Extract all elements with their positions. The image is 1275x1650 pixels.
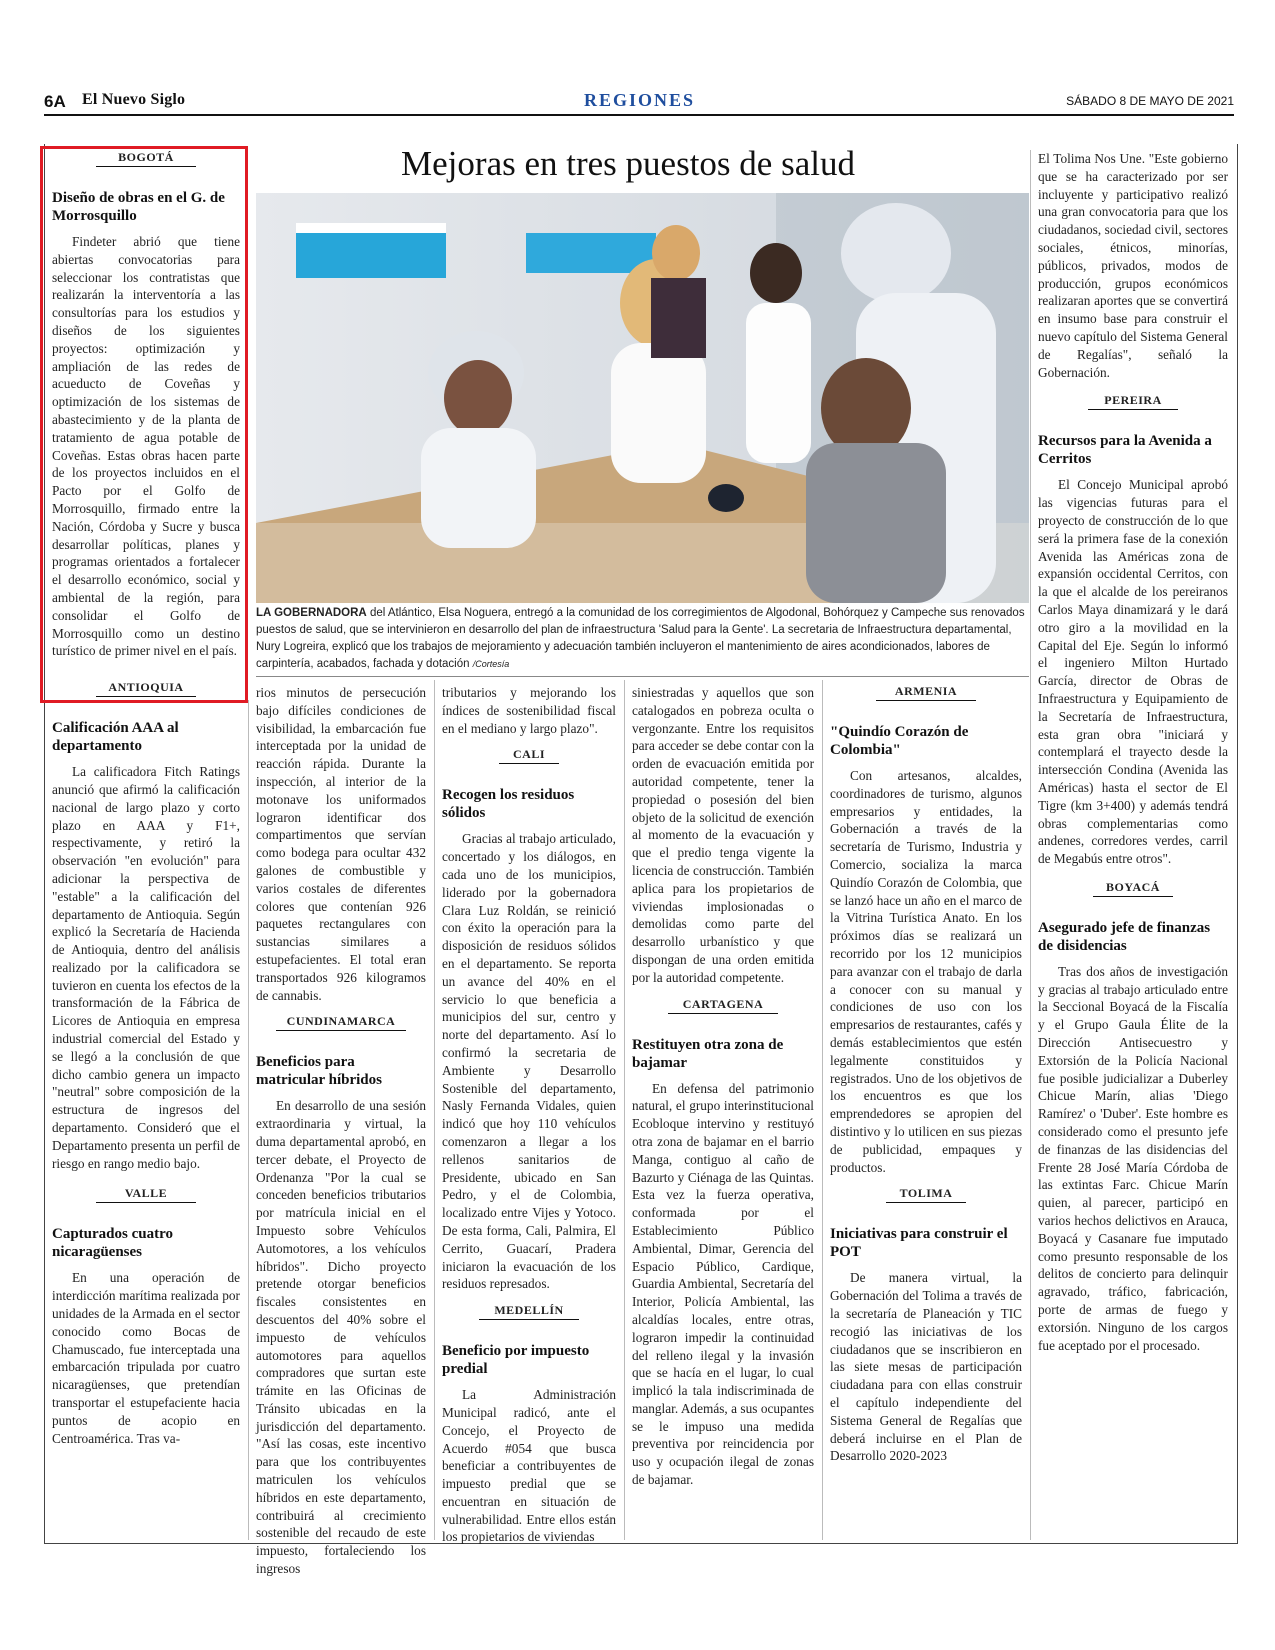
headline-tolima: Iniciativas para construir el POT xyxy=(830,1226,1008,1261)
article-boyaca: Tras dos años de investigación y gracias al trabajo articulado entre la Seccional Boyacá de la Fiscalía y el Grupo Gaula Élite de la Dirección Antisecuestro y Extorsión de la Policía Nacional fue posible judicializar a Duberley Chicue Marín, alias 'Diego Ramírez' o 'Duber'. Este hombre es considerado como el presunto jefe de finanzas de las disidencias del Frente 28 José María Córdoba de las extintas Farc. Chicue Marín quien, al parecer, participó en varios hechos delictivos en Arauca, Boyacá y Casanare fue imputado como presunto responsable de los delitos de concierto para delinquir agravado, tráfico, fabricación, porte de armas de fuego y extorsión. Ninguno de los cargos fue aceptado por el procesado. xyxy=(1038,963,1228,1353)
article-medellin: La Administración Municipal radicó, ante el Concejo, el Proyecto de Acuerdo #054 que busca beneficiar a contribuyentes de impuesto predial que se encuentran en situación de vulnerabilidad. Entre ellos están los propietarios de viviendas xyxy=(442,1387,616,1545)
headline-bogota: Diseño de obras en el G. de Morrosquillo xyxy=(52,190,225,224)
column-2 xyxy=(256,684,426,1577)
article-armenia: Con artesanos, alcaldes, coordinadores de turismo, algunos empresarios y entidades, la Gobernación a través de la secretaría de Turismo, Industria y Comercio, socializa la marca Quindío Corazón de Colombia, que se lanzó hace un año en el marco de la Vitrina Turística Anato. En los próximos días se realizará un recorrido por los 12 municipios para avanzar con el trabajo de darla a conocer con su manual y condiciones de uso con los empresarios de restaurantes, cafés y demás establecimientos que estén legalmente constituidos y registrados. Uno de los objetivos de los encuentros es que los emprendedores se apropien del distintivo y lo utilicen en sus piezas de publicidad, empaques y productos. xyxy=(830,768,1022,1175)
column-rule xyxy=(624,680,625,1540)
column-rule xyxy=(434,680,435,1540)
caption-separator xyxy=(256,676,1029,677)
headline-medellin: Beneficio por impuesto predial xyxy=(442,1343,590,1378)
column-4 xyxy=(632,684,814,1540)
column-6 xyxy=(1038,150,1228,1540)
section-tag-cartagena: CARTAGENA xyxy=(668,997,778,1014)
article-cundinamarca: En desarrollo de una sesión extraordinaria y virtual, la duma departamental aprobó, en tercer debate, el Proyecto de Ordenanza "Por la cual se conceden beneficios tributarios por matrícula inicial en el Impuesto sobre Vehículos Automotores, a los vehículos híbridos". Dicho proyecto pretende otorgar beneficios fiscales consistentes en descuentos del 40% sobre el impuesto de vehículos automotores para aquellos compradores que surtan este trámite en las Oficinas de Tránsito ubicadas en la jurisdicción del departamento. "Así las cosas, este incentivo para que los contribuyentes matriculen los vehículos híbridos en este departamento, contribuirá al crecimiento sostenible del recaudo de este impuesto, fortaleciendo los ingresos xyxy=(256,1098,426,1577)
column-5 xyxy=(830,684,1022,1540)
headline-cartagena: Restituyen otra zona de bajamar xyxy=(632,1036,784,1071)
caption-lead: LA GOBERNADORA xyxy=(256,607,367,619)
section-tag-pereira: PEREIRA xyxy=(1088,393,1178,410)
section-tag-valle: VALLE xyxy=(96,1186,196,1203)
page-number: 6A xyxy=(44,92,66,111)
section-tag-boyaca: BOYACÁ xyxy=(1093,880,1173,897)
highlight-box xyxy=(40,146,248,703)
article-valle-continued: rios minutos de persecución bajo difíciles condiciones de visibilidad, la embarcación fue interceptada por la unidad de reacción rápida. Durante la inspección, al interior de la motonave los uniformados lograron identificar dos compartimentos que servían como bodega para ocultar 432 galones de combustible y varios costales de diferentes colores que contenían 926 paquetes rectangulares con sustancias similares a estupefacientes. El total eran transportados 926 kilogramos de cannabis. xyxy=(256,685,426,1003)
news-photo xyxy=(256,193,1029,603)
section-tag-medellin: MEDELLÍN xyxy=(479,1303,579,1320)
article-tolima-continued: El Tolima Nos Une. "Este gobierno que se ha caracterizado por ser incluyente y participativo realizó una gran convocatoria para que los ciudadanos, sociedad civil, sectores sociales, étnicos, minorías, públicos, privados, modos de producción, grupos económicos realizaran aportes que se convertirá en insumo base para construir el nuevo capítulo del Sistema General de Regalías", señaló la Gobernación. xyxy=(1038,151,1228,380)
article-bogota: Findeter abrió que tiene abiertas convocatorias para seleccionar los contratistas que realizarán la interventoría a las consultorías para los estudios y diseños de los siguientes proyectos: optimización y ampliación de las redes de acueducto de Coveñas y optimización de los sistemas de abastecimiento y de la planta de tratamiento de agua potable de Coveñas. Estas obras hacen parte de los proyectos incluidos en el Pacto por el Golfo de Morrosquillo, firmado entre la Nación, Córdoba y Sucre y busca desarrollar políticas, planes y programas orientados a fortalecer el desarrollo económico, social y ambiental de la región, para consolidar el Golfo de Morrosquillo como un destino turístico de primer nivel en el país. xyxy=(52,234,240,659)
photo-illustration xyxy=(256,193,1029,603)
column-3 xyxy=(442,684,616,1545)
article-valle: En una operación de interdicción marítima realizada por unidades de la Armada en el sector conocido como Bocas de Chamuscado, fue interceptada una embarcación tripulada por cuatro nicaragüenses, que pretendían transportar el estupefaciente hacia puntos de acopio en Centroamérica. Tras va- xyxy=(52,1270,240,1446)
caption-text: del Atlántico, Elsa Noguera, entregó a la comunidad de los corregimientos de Algodonal, Bohórquez y Campeche sus renovados puestos de salud, que se intervinieron en desarrollo del plan de infraestructura 'Salud para la Gente'. La secretaria de Infraestructura departamental, Nury Logreira, explicó que los trabajos de mejoramiento y adecuación también incluyeron el mantenimiento de aires acondicionados, labores de carpintería, acabados, fachada y dotación xyxy=(256,607,1025,670)
section-name: REGIONES xyxy=(584,90,696,110)
headline-valle: Capturados cuatro nicaragüenses xyxy=(52,1226,173,1261)
section-tag-antioquia: ANTIOQUIA xyxy=(96,680,196,697)
photo-credit: /Cortesía xyxy=(472,659,510,669)
section-tag-bogota: BOGOTÁ xyxy=(96,150,196,167)
issue-date: SÁBADO 8 DE MAYO DE 2021 xyxy=(1066,94,1234,108)
article-cali: Gracias al trabajo articulado, concertado y los diálogos, en cada uno de los municipios, liderado por la gobernadora Clara Luz Roldán, se reinició con éxito la operación para la disposición de residuos sólidos en el departamento. Se reporta un avance del 40% en el servicio lo que beneficia a municipios del sur, centro y norte del departamento. Así lo confirmó la secretaria de Ambiente y Desarrollo Sostenible del departamento, Nasly Fernanda Vidales, quien indicó que hoy 110 vehículos comenzaron a llegar a los rellenos sanitarios de Presidente, ubicado en San Pedro, y el de Colombia, localizado entre Vijes y Yotoco. De esta forma, Cali, Palmira, El Cerrito, Guacarí, Pradera iniciaron la evacuación de los residuos represados. xyxy=(442,831,616,1292)
column-rule xyxy=(248,700,249,1540)
newspaper-name: El Nuevo Siglo xyxy=(82,91,186,108)
headline-boyaca: Asegurado jefe de finanzas de disidencias xyxy=(1038,919,1211,954)
headline-antioquia: Calificación AAA al departamento xyxy=(52,720,179,755)
article-cundinamarca-continued: tributarios y mejorando los índices de sostenibilidad fiscal en el mediano y largo plazo". xyxy=(442,685,616,736)
headline-pereira: Recursos para la Avenida a Cerritos xyxy=(1038,433,1212,468)
article-tolima: De manera virtual, la Gobernación del Tolima a través de la secretaría de Planeación y TIC recogió las iniciativas de los ciudadanos que se inscribieron en las siete mesas de participación ciudadana para con ellas construir el capítulo independiente del Sistema General de Regalías que deberá incluirse en el Plan de Desarrollo 2020-2023 xyxy=(830,1270,1022,1464)
section-tag-armenia: ARMENIA xyxy=(876,684,976,701)
column-rule xyxy=(1030,150,1031,1540)
headline-armenia: "Quindío Corazón de Colombia" xyxy=(830,724,969,758)
section-tag-cundinamarca: CUNDINAMARCA xyxy=(276,1014,406,1031)
page-header xyxy=(44,90,1234,116)
article-pereira: El Concejo Municipal aprobó las vigencias futuras para el proyecto de construcción de lo que será la primera fase de la conexión Avenida las Américas zona de expansión occidental Cerritos, con la que el alcalde de los pereiranos Carlos Maya dinamizará y le dará otro giro a la movilidad en la Capital del Eje. Según lo informó el ingeniero Milton Hurtado García, director de Obras de Infraestructura y Equipamiento de la Secretaría de Infraestructura, esta gran obra "iniciará y contemplará el trayecto desde la intersección Condina (Avenida las Américas) hasta el sector de El Tigre (km 3+400) y además tendrá obras complementarias como andenes, corredores verdes, carril de Megabús entre otros". xyxy=(1038,477,1228,867)
article-cartagena: En defensa del patrimonio natural, el grupo interinstitucional Ecobloque intervino y restituyó otra zona de bajamar en el barrio Manga, contiguo al caño de Bazurto y Ciénaga de las Quintas. Esta vez la fuerza operativa, conformada por el Establecimiento Público Ambiental, Dimar, Gerencia del Espacio Público, Cardique, Guardia Ambiental, Secretaría del Interior, Policía Ambiental, las alcaldías locales, entre otras, lograron impedir la continuidad del relleno ilegal y la invasión que se hacía en el lugar, lo cual implicó la tala indiscriminada de manglar. Además, a sus ocupantes se le impuso una medida preventiva por reincidencia por uso y ocupación ilegal de zonas de bajamar. xyxy=(632,1080,814,1488)
main-headline: Mejoras en tres puestos de salud xyxy=(401,144,855,183)
article-medellin-continued: siniestradas y aquellos que son catalogados en pobreza oculta o vergonzante. Entre los requisitos para acceder se debe contar con la orden de evacuación emitida por autoridad competente, tener la propiedad o posesión del bien objeto de la solicitud de exención al momento de la evacuación y que el predio tenga vigente la licencia de construcción. También aplica para los propietarios de viviendas implosionadas o demolidas como parte del desarrollo urbanístico y que dispongan de una orden emitida por la autoridad competente. xyxy=(632,685,814,985)
headline-cali: Recogen los residuos sólidos xyxy=(442,787,575,822)
column-rule xyxy=(822,680,823,1540)
photo-caption xyxy=(256,605,1029,673)
section-tag-cali: CALI xyxy=(499,747,559,764)
article-antioquia: La calificadora Fitch Ratings anunció que afirmó la calificación nacional de largo plazo y corto plazo en AAA y F1+, respectivamente, y retiró la observación "en evolución" para adicionar la perspectiva de "estable" a la calificación del departamento de Antioquia. Según explicó la Secretaría de Hacienda de Antioquia, dentro del análisis realizado por la calificadora se tuvieron en cuenta los efectos de la transformación de la Fábrica de Licores de Antioquia en empresa industrial comercial del Estado y se llegó a la conclusión de que dicho cambio genera un impacto "neutral" sobre composición de la estructura de ingresos del departamento. Consideró que el Departamento presenta un perfil de riesgo en rango medio bajo. xyxy=(52,764,240,1171)
section-tag-tolima: TOLIMA xyxy=(886,1186,966,1203)
headline-cundinamarca: Beneficios para matricular híbridos xyxy=(256,1054,382,1089)
